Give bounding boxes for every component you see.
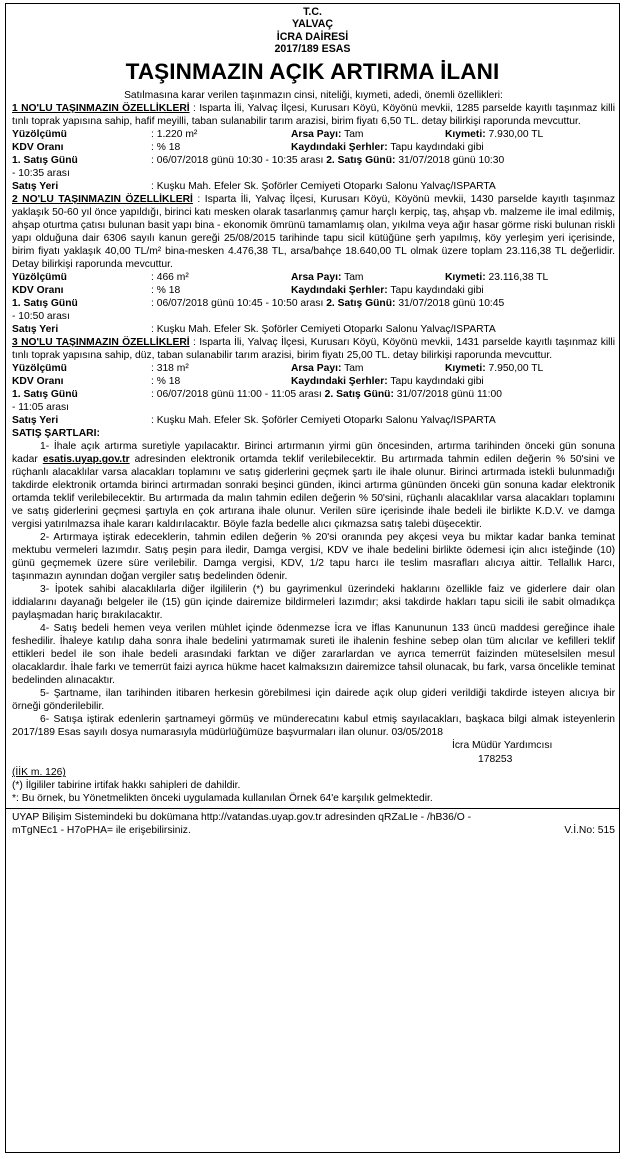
page-title: TAŞINMAZIN AÇIK ARTIRMA İLANI <box>125 59 500 85</box>
parcel-1 <box>12 102 615 193</box>
sale-day-2-label: 2. Satış Günü: <box>326 155 396 167</box>
kdv-value: : % 18 <box>151 142 181 154</box>
parcel-2 <box>12 193 615 336</box>
header-line-tc: T.C. <box>303 6 322 18</box>
signature-block <box>12 739 615 766</box>
parcel-3-desc-text: : Isparta İli, Yalvaç İlçesi, Kurusarı Köyü, Köyönü mevkii, 1431 parselde kayıtlı taşınmaz killi tınlı toprak yapısına sahip, düz, taban sulanabilir tarım arazisi, birim fiyatı 25,00 TL. detay bilirkişi raporunda mevcuttur. <box>12 337 615 362</box>
sale-place-label: Satış Yeri <box>12 324 59 336</box>
footer <box>6 811 619 837</box>
sale-day-2-value: 31/07/2018 günü 10:30 <box>398 155 505 167</box>
sale-place-label: Satış Yeri <box>12 181 59 193</box>
area-value: : 466 m² <box>151 272 189 284</box>
area-value: : 318 m² <box>151 363 189 375</box>
area-label: Yüzölçümü <box>12 129 67 141</box>
footer-vi-number: V.İ.No: 515 <box>564 825 615 837</box>
parcel-2-desc-text: : Isparta İli, Yalvaç İlçesi, Kurusarı Köyü, Köyönü mevkii, 1430 parselde kayıtlı taşınmaz yaklaşık 50-60 yıl önce yapıldığı, birinci katı mesken olarak tasarlanmış çamur harçlı kerpiç, taş, ahşap vb. malzeme ile imal edilmiş, ahşap oturtma çatısı bulunan basit yapı bina - ekonomik ömrünü tamamlamış olan, yıkılma veya ağır hasar görme riski bulunan riskli yapı olduğuna dair 6306 sayılı kanun gereği 25/08/2015 tarihinde tapu sicil kütüğüne şerh yapılmış, köy yerleşim yeri içerisinde, birim fiyatı yaklaşık 40,00 TL/m² bina-mesken 4.476,38 TL, arsa/bahçe 18.640,00 TL olmak üzere toplam 23.116,38 TL değerlidir. Detay bilirkişi raporunda mevcuttur. <box>12 194 615 271</box>
parcel-1-row-area <box>12 128 615 141</box>
sale-day-1-value: : 06/07/2018 günü 11:00 - 11:05 arası <box>151 389 322 401</box>
conditions-label: Kaydındaki Şerhler: <box>291 376 388 388</box>
notes <box>12 766 615 805</box>
kdv-value: : % 18 <box>151 285 181 297</box>
parcel-3-description <box>12 336 615 362</box>
parcel-3-row-kdv <box>12 375 615 388</box>
share-value: Tam <box>344 129 364 141</box>
share-value: Tam <box>344 363 364 375</box>
sale-place-value: : Kuşku Mah. Efeler Sk. Şoförler Cemiyeti Otoparkı Salonu Yalvaç/ISPARTA <box>151 324 496 336</box>
sale-day-2-value: 31/07/2018 günü 10:45 <box>398 298 505 310</box>
conditions-value: Tapu kaydındaki gibi <box>390 376 484 388</box>
parcel-1-desc-text: : Isparta İli, Yalvaç İlçesi, Kurusarı Köyü, Köyönü mevkii, 1285 parselde kayıtlı taşınmaz killi tınlı toprak yapısına sahip, hafif meyilli, taban sulanabilir tarım arazisi, birim fiyatı 6,50 TL. detay bilirkişi raporunda mevcuttur. <box>12 103 615 128</box>
value-label: Kıymeti: <box>445 272 486 284</box>
main-content <box>6 89 619 805</box>
header-line-district: YALVAÇ <box>291 18 333 31</box>
parcel-1-heading: 1 NO'LU TAŞINMAZIN ÖZELLİKLERİ <box>12 103 190 115</box>
parcel-2-row-place <box>12 323 615 336</box>
footer-line-2-row <box>6 824 619 837</box>
parcel-1-description <box>12 102 615 128</box>
sale-day-1-label: 1. Satış Günü <box>12 155 78 167</box>
footer-divider <box>6 808 619 809</box>
conditions-value: Tapu kaydındaki gibi <box>390 285 484 297</box>
sale-day-2-label: 2. Satış Günü: <box>326 298 396 310</box>
note-iik: (İİK m. 126) <box>12 767 66 779</box>
area-label: Yüzölçümü <box>12 272 67 284</box>
parcel-1-row-place <box>12 180 615 193</box>
value-amount: 23.116,38 TL <box>488 272 549 284</box>
conditions-label: Kaydındaki Şerhler: <box>291 142 388 154</box>
parcel-2-description <box>12 193 615 271</box>
parcel-1-row-dates <box>12 154 615 167</box>
sale-day-2-continued: - 11:05 arası <box>12 402 70 414</box>
kdv-value: : % 18 <box>151 376 181 388</box>
header-line-case: 2017/189 ESAS <box>274 42 351 55</box>
term-2: 2- Artırmaya iştirak edeceklerin, tahmin edilen değerin % 20'si oranında pey akçesi veya bu miktar kadar banka teminat mektubu vermeleri lazımdır. Satış peşin para iledir, Damga vergisi, KDV ve ihale bedelini birlikte ödemesi için alıcı isteğinde (10) günü geçmemek üzere süre verilebilir. Damga vergisi, KDV, 1/2 tapu harcı ile teslim masrafları alıcıya aittir. Tellallık Harcı, taşınmazın aynından doğan vergiler satış bedelinden ödenir. <box>12 532 615 583</box>
sale-day-2-continued: - 10:35 arası <box>12 168 70 180</box>
value-label: Kıymeti: <box>445 363 486 375</box>
parcel-2-row-area <box>12 271 615 284</box>
kdv-label: KDV Oranı <box>12 376 64 388</box>
parcel-2-row-kdv <box>12 284 615 297</box>
term-1-text-b: adresinden elektronik ortamda teklif verilebilecektir. Bu artırmada tahmin edilen değerin % 50'sini ve rüçhanlı alacaklılar varsa alacakları toplamını ve satış giderlerini geçmek şartı ile ihale olunur. Birinci artırmada istekli bulunmadığı takdirde elektronik ortamda birinci artırmadan sonraki beşinci günden, ikinci artırma gününden önceki gün sonuna kadar elektronik ortamda teklif verilebilecektir. Bu artırmada da malın tahmin edilen değerin % 50'sini, rüçhanlı alacaklılar varsa alacakları toplamını ve satış giderlerini geçmesi şartıyla en çok artırana ihale olunur. Verilen süre içerisinde ihale bedeli ile birlikte K.D.V. ve damga vergisi yatırılmazsa ihale kararı kaldırılacaktır. Böyle fazla bedelle alıcı çıkmazsa satış talebi düşecektir. <box>12 454 615 531</box>
value-amount: 7.930,00 TL <box>488 129 544 141</box>
sale-day-2-continued: - 10:50 arası <box>12 311 70 323</box>
note-1: (*) İlgililer tabirine irtifak hakkı sahipleri de dahildir. <box>12 780 241 792</box>
term-6: 6- Satışa iştirak edenlerin şartnameyi görmüş ve münderecatını kabul etmiş sayılacakları, başkaca bilgi almak isteyenlerin 2017/189 Esas sayılı dosya numarasıyla müdürlüğümüze başvurmaları ilan olunur. 03/05/2018 <box>12 714 615 739</box>
header-line-office: İCRA DAİRESİ <box>276 30 349 43</box>
kdv-label: KDV Oranı <box>12 142 64 154</box>
footer-line-2: mTgNEc1 - H7oPHA= ile erişebilirsiniz. <box>12 825 191 837</box>
share-value: Tam <box>344 272 364 284</box>
parcel-3-row-place <box>12 414 615 427</box>
announcement-page <box>5 3 620 1153</box>
share-label: Arsa Payı: <box>291 272 342 284</box>
term-5: 5- Şartname, ilan tarihinden itibaren herkesin görebilmesi için dairede açık olup gideri verildiği takdirde isteyen alıcıya bir örneği gönderilebilir. <box>12 688 615 713</box>
sale-terms <box>12 427 615 739</box>
conditions-value: Tapu kaydındaki gibi <box>390 142 484 154</box>
note-2: *: Bu örnek, bu Yönetmelikten önceki uygulamada kullanılan Örnek 64'e karşılık gelmektedir. <box>12 793 433 805</box>
area-value: : 1.220 m² <box>151 129 198 141</box>
court-header <box>6 4 619 55</box>
sale-day-1-value: : 06/07/2018 günü 10:30 - 10:35 arası <box>151 155 324 167</box>
share-label: Arsa Payı: <box>291 363 342 375</box>
sale-day-1-value: : 06/07/2018 günü 10:45 - 10:50 arası <box>151 298 324 310</box>
signature-title: İcra Müdür Yardımcısı <box>452 740 553 752</box>
sale-day-2-value: 31/07/2018 günü 11:00 <box>396 389 502 401</box>
terms-heading: SATIŞ ŞARTLARI: <box>12 428 100 440</box>
signature-number: 178253 <box>478 754 513 766</box>
parcel-3 <box>12 336 615 427</box>
sale-day-1-label: 1. Satış Günü <box>12 298 78 310</box>
term-4: 4- Satış bedeli hemen veya verilen mühlet içinde ödenmezse İcra ve İflas Kanununun 133 üncü maddesi gereğince ihale feshedilir. İhaleye katılıp daha sonra ihale bedelini yatırmamak sureti ile ihalenin feshine sebep olan tüm alıcılar ve kefilleri teklif ettikleri bedel ile son ihale bedeli arasındaki farktan ve diğer zararlardan ve ayrıca temerrüt faizinden müteselsilen mesul olacaklardır. İhale farkı ve temerrüt faizi ayrıca hükme hacet kalmaksızın dairemizce tahsil olunacak, bu fark, varsa öncelikle teminat bedelinden alınacaktır. <box>12 623 615 687</box>
parcel-3-row-area <box>12 362 615 375</box>
sale-place-value: : Kuşku Mah. Efeler Sk. Şoförler Cemiyeti Otoparkı Salonu Yalvaç/ISPARTA <box>151 415 496 427</box>
area-label: Yüzölçümü <box>12 363 67 375</box>
sale-place-label: Satış Yeri <box>12 415 59 427</box>
intro-text: Satılmasına karar verilen taşınmazın cinsi, niteliği, kıymeti, adedi, önemli özellikleri: <box>124 90 503 102</box>
value-amount: 7.950,00 TL <box>488 363 544 375</box>
sale-place-value: : Kuşku Mah. Efeler Sk. Şoförler Cemiyeti Otoparkı Salonu Yalvaç/ISPARTA <box>151 181 496 193</box>
share-label: Arsa Payı: <box>291 129 342 141</box>
sale-day-1-label: 1. Satış Günü <box>12 389 78 401</box>
footer-line-1: UYAP Bilişim Sistemindeki bu dokümana http://vatandas.uyap.gov.tr adresinden qRZaLIe - /hB36/O - <box>12 812 472 824</box>
parcel-3-heading: 3 NO'LU TAŞINMAZIN ÖZELLİKLERİ <box>12 337 190 349</box>
conditions-label: Kaydındaki Şerhler: <box>291 285 388 297</box>
term-3: 3- İpotek sahibi alacaklılarla diğer ilgililerin (*) bu gayrimenkul üzerindeki haklarını özellikle faiz ve giderlere dair olan iddialarını dayanağı belgeler ile (15) gün içinde dairemize bildirmeleri lazımdır; aksi takdirde hakları tapu sicili ile sabit olmadıkça paylaşmadan hariç bırakılacaktır. <box>12 584 615 622</box>
sale-day-2-label: 2. Satış Günü: <box>324 389 394 401</box>
parcel-3-row-dates <box>12 388 615 401</box>
esatis-link[interactable]: esatis.uyap.gov.tr <box>42 454 130 466</box>
value-label: Kıymeti: <box>445 129 486 141</box>
term-1-text-a: 1- İhale açık artırma suretiyle yapılacaktır. Birinci artırmanın yirmi gün öncesinden, artırma tarihinden önceki gün sonuna kadar <box>12 441 615 466</box>
term-1 <box>12 440 615 531</box>
parcel-2-heading: 2 NO'LU TAŞINMAZIN ÖZELLİKLERİ <box>12 194 193 206</box>
parcel-1-row-kdv <box>12 141 615 154</box>
parcel-2-row-dates <box>12 297 615 310</box>
kdv-label: KDV Oranı <box>12 285 64 297</box>
